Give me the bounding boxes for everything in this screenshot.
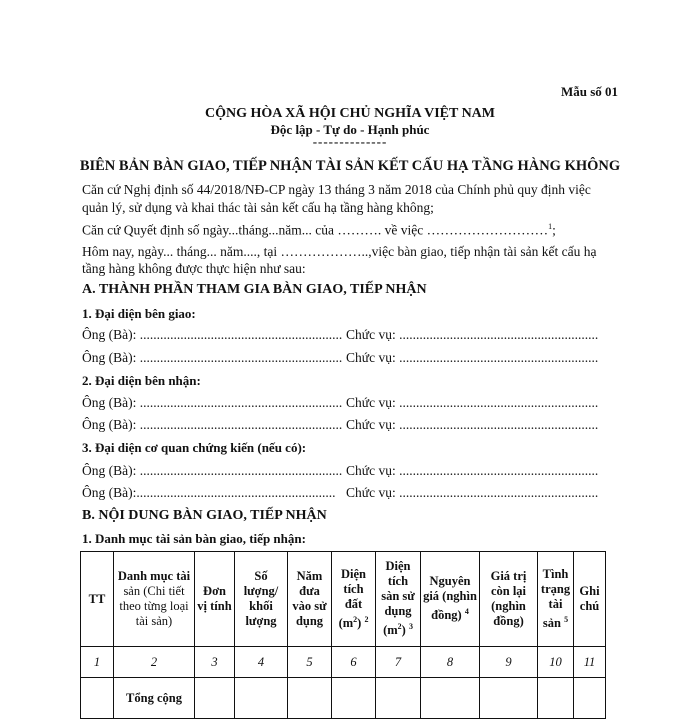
receiver-name-2: Ông (Bà): ............................................................	[82, 417, 343, 432]
table-header-row	[81, 552, 606, 647]
col-tt: TT	[81, 552, 114, 647]
col-asset-name-rest: sản (Chi tiết theo từng loại tài sản)	[119, 584, 189, 628]
footnote-1: 1	[548, 222, 553, 231]
col-asset-name-bold: Danh mục tài	[117, 569, 191, 583]
column-number: 6	[332, 647, 376, 678]
total-cell-empty	[195, 678, 235, 719]
total-label: Tổng cộng	[114, 678, 195, 719]
total-cell-empty	[574, 678, 606, 719]
witness-representative-label: 3. Đại diện cơ quan chứng kiến (nếu có):	[82, 440, 307, 455]
col-asset-name	[114, 552, 195, 647]
col-land-area-unit: (m	[338, 616, 354, 631]
column-number: 8	[421, 647, 480, 678]
document-title: BIÊN BẢN BÀN GIAO, TIẾP NHẬN TÀI SẢN KẾT CẤU HẠ TẦNG HÀNG KHÔNG	[79, 158, 621, 174]
column-number: 1	[81, 647, 114, 678]
col-land-area	[332, 552, 376, 647]
basis-decree-line-2: quản lý, sử dụng và khai thác tài sản kết cấu hạ tầng hàng không;	[82, 200, 434, 215]
col-asset-status-label: Tình trạng tài sản	[540, 566, 571, 631]
witness-position-2: Chức vụ: ...........................................................	[346, 485, 599, 500]
total-cell-empty	[376, 678, 421, 719]
col-year-in-use: Năm đưa vào sử dụng	[288, 552, 332, 647]
footnote-5: 5	[564, 614, 569, 624]
basis-decision-end: ;	[552, 222, 556, 238]
column-number: 3	[195, 647, 235, 678]
column-number: 11	[574, 647, 606, 678]
section-b-title: B. NỘI DUNG BÀN GIAO, TIẾP NHẬN	[82, 508, 327, 523]
asset-table	[80, 551, 606, 719]
basis-decision-line	[82, 222, 556, 239]
receiver-representative-label: 2. Đại diện bên nhận:	[82, 373, 201, 388]
col-remaining-value: Giá trị còn lại (nghìn đồng)	[480, 552, 538, 647]
col-land-area-sup: 2	[353, 614, 358, 624]
col-land-area-label: Diện tích đất	[341, 566, 366, 611]
witness-name-1: Ông (Bà): ............................................................	[82, 463, 343, 478]
section-a-title: A. THÀNH PHẦN THAM GIA BÀN GIAO, TIẾP NHẬN	[82, 282, 427, 297]
asset-list-label: 1. Danh mục tài sản bàn giao, tiếp nhận:	[82, 531, 306, 546]
col-floor-area	[376, 552, 421, 647]
receiver-position-2: Chức vụ: ...........................................................	[346, 417, 599, 432]
total-cell-empty	[480, 678, 538, 719]
basis-decision-text: Căn cứ Quyết định số ngày...tháng...năm... của ………. về việc ………………………	[82, 222, 549, 238]
receiver-position-1: Chức vụ: ...........................................................	[346, 395, 599, 410]
handover-name-2: Ông (Bà): ............................................................	[82, 350, 343, 365]
today-line-2: tầng hàng không được thực hiện như sau:	[82, 261, 306, 276]
handover-position-2: Chức vụ: ...........................................................	[346, 350, 599, 365]
total-cell-empty	[421, 678, 480, 719]
column-number: 7	[376, 647, 421, 678]
footnote-4: 4	[464, 607, 469, 617]
col-original-value	[421, 552, 480, 647]
footnote-3: 3	[408, 622, 413, 632]
today-line-1: Hôm nay, ngày... tháng... năm...., tại ………………..,việc bàn giao, tiếp nhận tài sản kết cấu hạ	[82, 244, 597, 259]
republic-heading: CỘNG HÒA XÃ HỘI CHỦ NGHĨA VIỆT NAM	[204, 106, 495, 121]
col-original-value-label: Nguyên giá (nghìn đồng)	[423, 574, 477, 623]
total-cell-empty	[332, 678, 376, 719]
header-separator: --------------	[312, 134, 388, 149]
total-cell-empty	[235, 678, 288, 719]
handover-representative-label: 1. Đại diện bên giao:	[82, 306, 196, 321]
col-land-area-close: )	[357, 616, 362, 631]
handover-name-1: Ông (Bà): ............................................................	[82, 327, 343, 342]
col-floor-area-label: Diện tích sàn sử dụng	[381, 559, 415, 619]
total-row	[81, 678, 606, 719]
witness-position-1: Chức vụ: ...........................................................	[346, 463, 599, 478]
receiver-name-1: Ông (Bà): ............................................................	[82, 395, 343, 410]
footnote-2: 2	[364, 614, 369, 624]
form-number: Mẫu số 01	[560, 84, 618, 99]
col-floor-area-sup: 2	[397, 622, 402, 632]
col-quantity: Số lượng/ khối lượng	[235, 552, 288, 647]
col-unit: Đơn vị tính	[195, 552, 235, 647]
column-number: 4	[235, 647, 288, 678]
national-motto: Độc lập - Tự do - Hạnh phúc	[270, 122, 430, 137]
column-number: 5	[288, 647, 332, 678]
col-asset-status	[538, 552, 574, 647]
col-note: Ghi chú	[574, 552, 606, 647]
col-floor-area-unit: (m	[383, 623, 398, 638]
column-number-row	[81, 647, 606, 678]
handover-position-1: Chức vụ: ...........................................................	[346, 327, 599, 342]
column-number: 9	[480, 647, 538, 678]
column-number: 10	[538, 647, 574, 678]
total-cell-empty	[288, 678, 332, 719]
col-floor-area-close: )	[401, 623, 406, 638]
witness-name-2: Ông (Bà):...........................................................	[82, 485, 336, 500]
basis-decree-line-1: Căn cứ Nghị định số 44/2018/NĐ-CP ngày 13 tháng 3 năm 2018 của Chính phủ quy định việc	[82, 182, 591, 197]
column-number: 2	[114, 647, 195, 678]
total-cell-empty	[538, 678, 574, 719]
total-cell-empty	[81, 678, 114, 719]
